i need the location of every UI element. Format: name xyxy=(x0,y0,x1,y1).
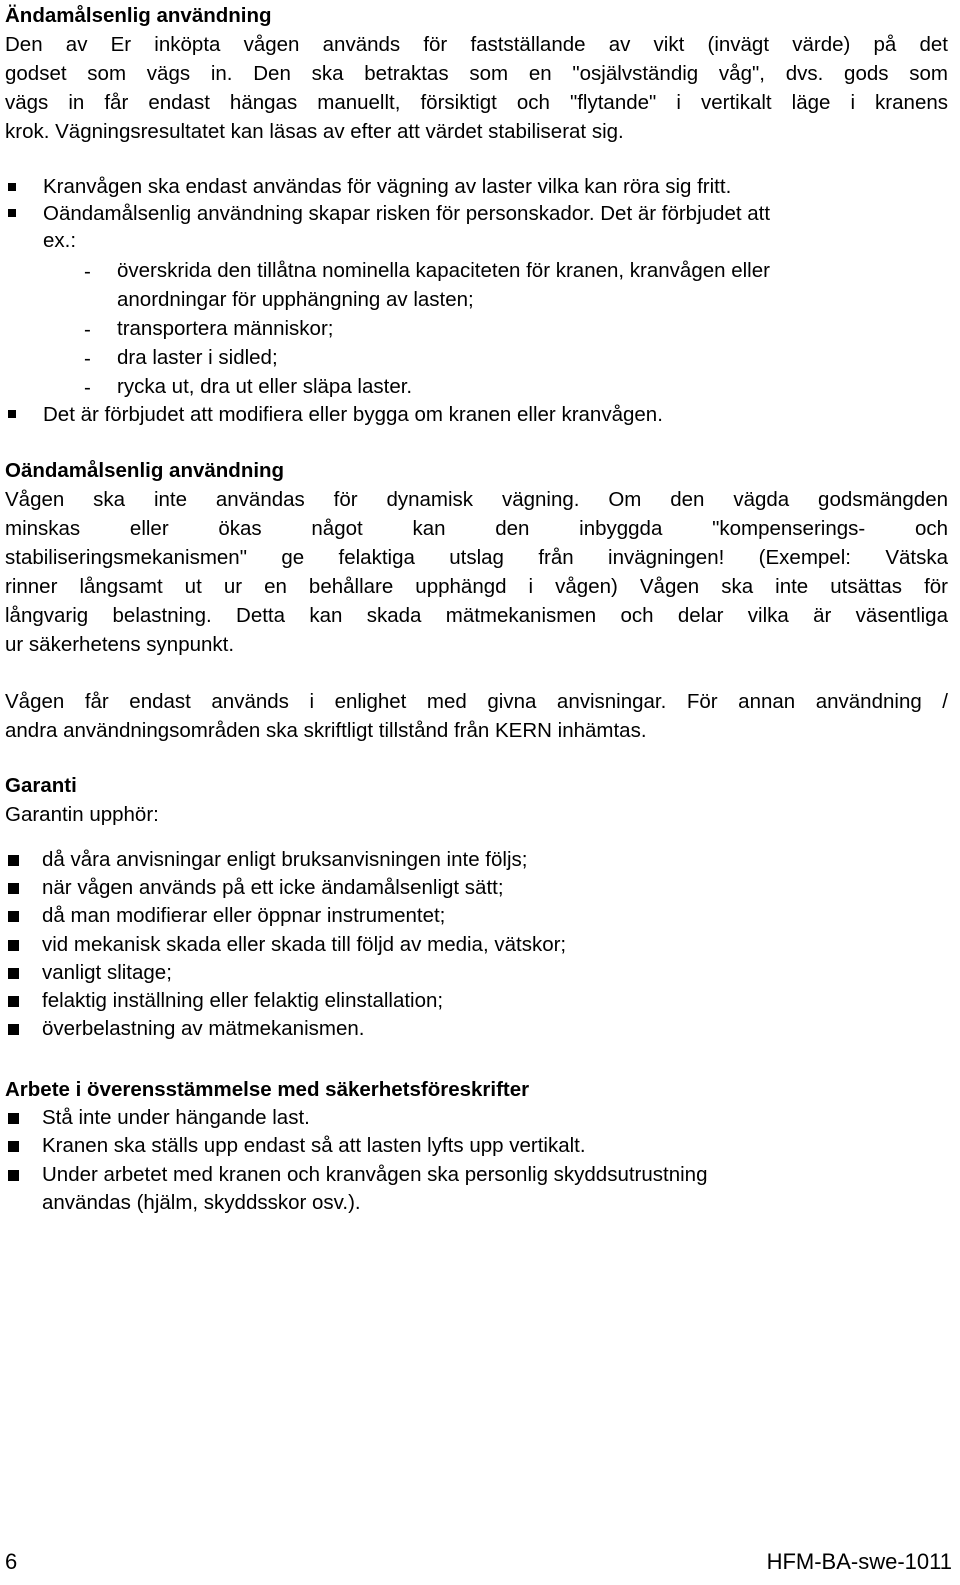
safety-bullet-3-line-2: användas (hjälm, skyddsskor osv.). xyxy=(42,1191,361,1214)
dash-marker: - xyxy=(84,376,91,399)
paragraph-line: stabiliseringsmekanismen" ge felaktiga utslag från invägningen! (Exempel: Vätska xyxy=(5,546,948,569)
usage-bullet-2: Oändamålsenlig användning skapar risken för personskador. Det är förbjudet att xyxy=(43,202,771,225)
bullet-square-icon xyxy=(8,911,19,922)
warranty-bullet-2: när vågen används på ett icke ändamålsenligt sätt; xyxy=(42,876,504,899)
warranty-bullet-6: felaktig inställning eller felaktig elinstallation; xyxy=(42,989,444,1012)
safety-bullet-2: Kranen ska ställs upp endast så att lasten lyfts upp vertikalt. xyxy=(42,1134,586,1157)
dash-marker: - xyxy=(84,260,91,283)
warranty-bullet-7: överbelastning av mätmekanismen. xyxy=(42,1017,365,1040)
paragraph-line: långvarig belastning. Detta kan skada mätmekanismen och delar vilka är väsentliga xyxy=(5,604,948,627)
warranty-intro: Garantin upphör: xyxy=(5,803,159,826)
page-number: 6 xyxy=(5,1549,18,1574)
dash-item-3: dra laster i sidled; xyxy=(117,346,278,369)
bullet-square-icon xyxy=(8,1170,19,1181)
dash-item-1-line-2: anordningar för upphängning av lasten; xyxy=(117,288,474,311)
dash-item-2: transportera människor; xyxy=(117,317,334,340)
paragraph-line: godset som vägs in. Den ska betraktas som en "osjälvständig våg", dvs. gods som xyxy=(5,62,948,85)
bullet-square-icon xyxy=(8,1113,19,1124)
paragraph-line: Vågen ska inte användas för dynamisk vägning. Om den vägda godsmängden xyxy=(5,488,948,511)
bullet-square-icon xyxy=(8,940,19,951)
paragraph-line: Den av Er inköpta vågen används för fastställande av vikt (invägt värde) på det xyxy=(5,33,948,56)
heading-safety: Arbete i överensstämmelse med säkerhetsföreskrifter xyxy=(5,1078,530,1101)
dash-item-4: rycka ut, dra ut eller släpa laster. xyxy=(117,375,413,398)
paragraph-line: Vågen får endast används i enlighet med givna anvisningar. För annan användning / xyxy=(5,690,948,713)
paragraph-line: minskas eller ökas något kan den inbyggda "kompenserings- och xyxy=(5,517,948,540)
dash-marker: - xyxy=(84,318,91,341)
paragraph-line: vägs in får endast hängas manuellt, försiktigt och "flytande" i vertikalt läge i kranens xyxy=(5,91,948,114)
usage-bullet-3: Det är förbjudet att modifiera eller bygga om kranen eller kranvågen. xyxy=(43,403,663,426)
safety-bullet-3-line-1: Under arbetet med kranen och kranvågen ska personlig skyddsutrustning xyxy=(42,1163,708,1186)
bullet-square-icon xyxy=(8,183,16,191)
paragraph-line: krok. Vägningsresultatet kan läsas av efter att värdet stabiliserat sig. xyxy=(5,120,624,143)
warranty-bullet-4: vid mekanisk skada eller skada till följd av media, vätskor; xyxy=(42,933,567,956)
paragraph-line: rinner långsamt ut ur en behållare upphängd i vågen) Vågen ska inte utsättas för xyxy=(5,575,948,598)
bullet-square-icon xyxy=(8,855,19,866)
document-code: HFM-BA-swe-1011 xyxy=(766,1549,952,1574)
warranty-bullet-1: då våra anvisningar enligt bruksanvisningen inte följs; xyxy=(42,848,528,871)
usage-bullet-1: Kranvågen ska endast användas för vägning av laster vilka kan röra sig fritt. xyxy=(43,175,732,198)
safety-bullet-1: Stå inte under hängande last. xyxy=(42,1106,310,1129)
bullet-square-icon xyxy=(8,209,16,217)
heading-warranty: Garanti xyxy=(5,774,77,797)
paragraph-line: andra användningsområden ska skriftligt tillstånd från KERN inhämtas. xyxy=(5,719,647,742)
warranty-bullet-3: då man modifierar eller öppnar instrumentet; xyxy=(42,904,446,927)
bullet-square-icon xyxy=(8,996,19,1007)
bullet-square-icon xyxy=(8,968,19,979)
authorization-paragraph xyxy=(5,687,948,745)
intended-use-paragraph xyxy=(5,30,948,146)
misuse-paragraph xyxy=(5,485,948,659)
dash-item-1-line-1: överskrida den tillåtna nominella kapaciteten för kranen, kranvågen eller xyxy=(117,259,770,282)
bullet-square-icon xyxy=(8,410,16,418)
heading-intended-use: Ändamålsenlig användning xyxy=(5,4,272,27)
warranty-bullet-5: vanligt slitage; xyxy=(42,961,172,984)
bullet-square-icon xyxy=(8,883,19,894)
heading-misuse: Oändamålsenlig användning xyxy=(5,459,285,482)
paragraph-line: ur säkerhetens synpunkt. xyxy=(5,633,235,656)
bullet-square-icon xyxy=(8,1024,19,1035)
usage-bullet-2-continuation: ex.: xyxy=(43,229,77,252)
dash-marker: - xyxy=(84,347,91,370)
bullet-square-icon xyxy=(8,1141,19,1152)
